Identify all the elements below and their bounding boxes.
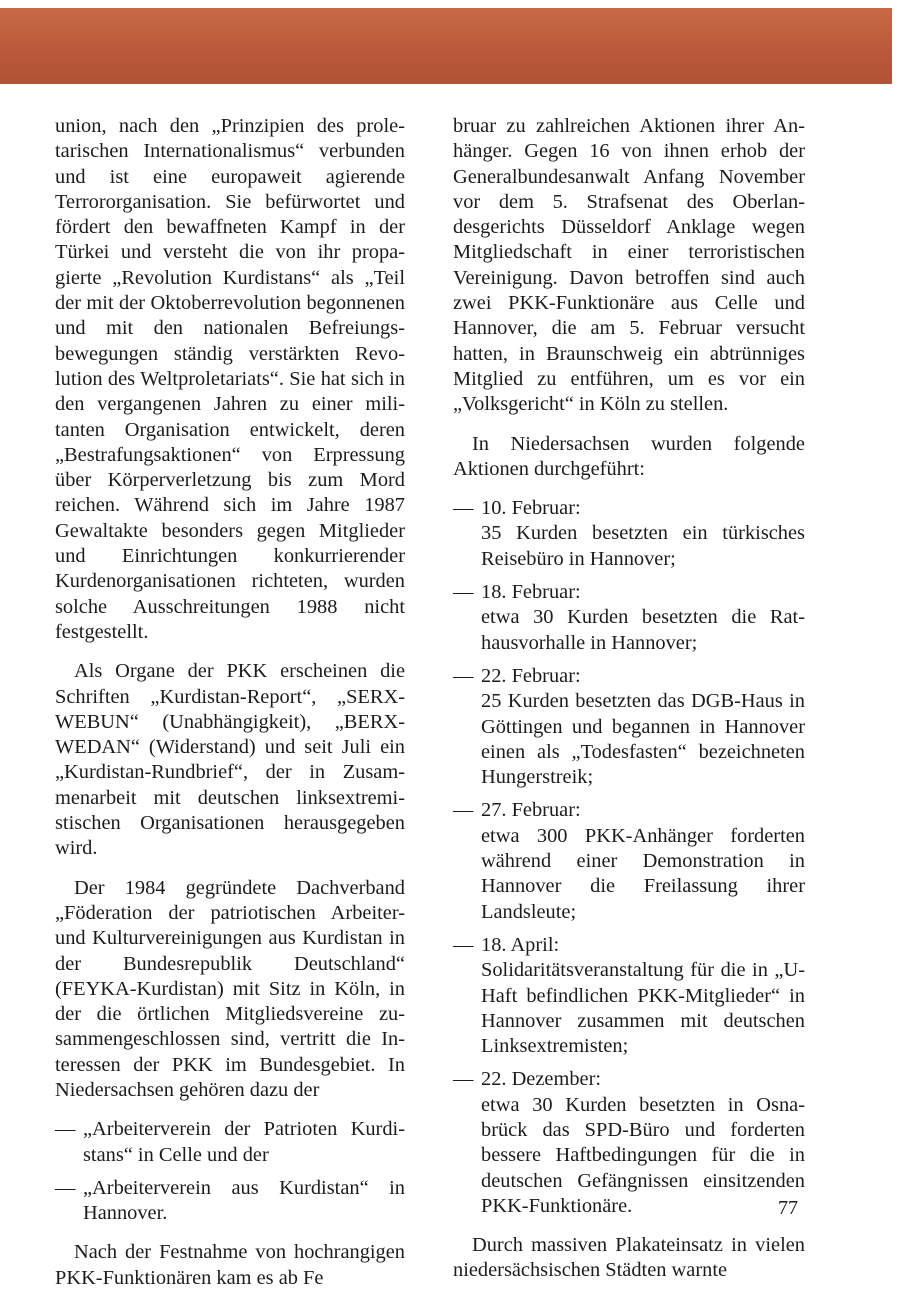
list-item — [453, 664, 805, 790]
dash-bullet: — — [453, 664, 474, 687]
dash-bullet: — — [55, 1118, 76, 1141]
dash-bullet: — — [453, 581, 474, 604]
paragraph: Als Organe der PKK erscheinen die Schriften „Kurdistan-Report“, „SERXWEBUN“ (Unabhängigkeit), „BERXWEDAN“ (Widerstand) und seit Juli ein „Kurdistan-Rundbrief“, der in Zusammenarbeit mit deutschen linksextremistischen Organisationen herausgegeben wird. — [55, 660, 405, 860]
event-description: Solidaritätsveranstaltung für die in „U-Haft befindlichen PKK-Mitglieder“ in Hannover zusammen mit deutschen Linksextremisten; — [481, 959, 805, 1058]
dash-bullet: — — [55, 1176, 76, 1199]
left-column — [55, 114, 405, 1305]
right-column — [453, 114, 805, 1298]
dash-bullet: — — [453, 1068, 474, 1091]
dash-bullet: — — [453, 497, 474, 520]
list-item-text: „Arbeiterverein aus Kurdistan“ in Hannover. — [83, 1176, 405, 1225]
event-list — [453, 496, 805, 1219]
list-item — [453, 933, 805, 1059]
list-item — [453, 580, 805, 656]
event-date: 10. Februar: — [481, 497, 581, 520]
paragraph: bruar zu zahlreichen Aktionen ihrer Anhänger. Gegen 16 von ihnen erhob der Generalbundesanwalt Anfang November vor dem 5. Strafsenat des Oberlandesgerichts Düsseldorf Anklage wegen Mitgliedschaft in einer terroristischen Vereinigung. Davon betroffen sind auch zwei PKK-Funktionäre aus Celle und Hannover, die am 5. Februar versucht hatten, in Braunschweig ein abtrünniges Mitglied zu entführen, um es vor ein „Volksgericht“ in Köln zu stellen. — [453, 115, 805, 416]
header-band — [0, 8, 892, 84]
association-list — [55, 1117, 405, 1226]
event-description: etwa 300 PKK-Anhänger forderten während einer Demonstration in Hannover die Freilassung ihrer Landsleute; — [481, 824, 805, 923]
list-item — [55, 1176, 405, 1227]
paragraph: Durch massiven Plakateinsatz in vielen niedersächsischen Städten warnte — [453, 1234, 805, 1282]
list-item — [453, 1067, 805, 1219]
event-date: 18. Februar: — [481, 581, 581, 604]
paragraph: Der 1984 gegründete Dachverband „Föderation der patriotischen Arbeiter- und Kulturvereinigungen aus Kurdistan in der Bundesrepublik Deutschland“ (FEYKA-Kurdistan) mit Sitz in Köln, in der die örtlichen Mitgliedsvereine zusammengeschlossen sind, vertritt die Interessen der PKK im Bundesgebiet. In Niedersachsen gehören dazu der — [55, 876, 405, 1101]
list-item — [55, 1117, 405, 1168]
dash-bullet: — — [453, 933, 474, 956]
event-description: 35 Kurden besetzten ein türkisches Reisebüro in Hannover; — [481, 522, 805, 570]
event-date: 22. Dezember: — [481, 1068, 602, 1091]
paragraph: union, nach den „Prinzipien des proletarischen Internationalismus“ verbunden und ist eine europaweit agierende Terrororganisation. Sie befürwortet und fördert den bewaffneten Kampf in der Türkei und versteht die von ihr propagierte „Revolution Kurdistans“ als „Teil der mit der Oktoberrevolution begonnenen und mit den nationalen Befreiungsbewegungen ständig verstärkten Revolution des Weltproletariats“. Sie hat sich in den vergangenen Jahren zu einer militanten Organisation entwickelt, deren „Bestrafungsaktionen“ von Erpressung über Körperverletzung bis zum Mord reichen. Während sich im Jahre 1987 Gewaltakte besonders gegen Mitglieder und Einrichtungen konkurrierender Kurdenorganisationen richteten, wurden solche Ausschreitungen 1988 nicht festgestellt. — [55, 115, 405, 643]
list-item — [453, 798, 805, 924]
event-date: 18. April: — [481, 933, 560, 956]
event-date: 22. Februar: — [481, 664, 581, 687]
list-item-text: „Arbeiterverein der Patrioten Kurdistans“ in Celle und der — [83, 1118, 405, 1166]
paragraph: In Niedersachsen wurden folgende Aktionen durchgeführt: — [453, 432, 805, 480]
list-item — [453, 496, 805, 572]
event-description: etwa 30 Kurden besetzten die Rathausvorhalle in Hannover; — [481, 606, 805, 654]
dash-bullet: — — [453, 799, 474, 822]
event-date: 27. Februar: — [481, 799, 581, 822]
paragraph: Nach der Festnahme von hochrangigen PKK-Funktionären kam es ab Fe — [55, 1241, 405, 1289]
event-description: 25 Kurden besetzten das DGB-Haus in Göttingen und begannen in Hannover einen als „Todesfasten“ bezeichneten Hungerstreik; — [481, 690, 805, 789]
page-number: 77 — [778, 1197, 798, 1219]
event-description: etwa 30 Kurden besetzten in Osnabrück das SPD-Büro und forderten bessere Haftbedingungen für die in deutschen Gefängnissen einsitzenden PKK-Funktionäre. — [481, 1093, 805, 1217]
